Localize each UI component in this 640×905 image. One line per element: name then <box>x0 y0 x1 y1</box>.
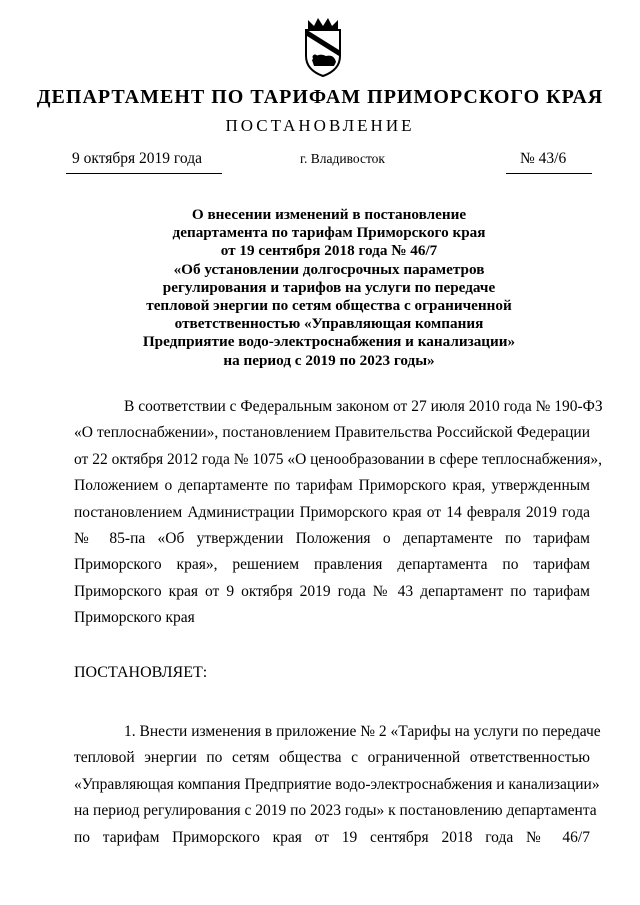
preamble-line: Положением о департаменте по тарифам Приморского края, утвержденным <box>74 477 590 495</box>
title-line: тепловой энергии по сетям общества с ограниченной <box>146 297 512 315</box>
item-1-line: 1. Внести изменения в приложение № 2 «Тарифы на услуги по передаче <box>124 723 601 740</box>
item-1-paragraph <box>74 719 601 851</box>
preamble-line: Приморского края», решением правления департамента по тарифам <box>74 556 590 574</box>
title-line: ответственностью «Управляющая компания <box>174 315 484 333</box>
title-line: на период с 2019 по 2023 годы» <box>223 351 435 369</box>
preamble-line: от 22 октября 2012 года № 1075 «О ценообразовании в сфере теплоснабжения», <box>74 450 602 468</box>
coat-of-arms-emblem <box>300 16 346 78</box>
document-date: 9 октября 2019 года <box>72 150 202 167</box>
department-name: ДЕПАРТАМЕНТ ПО ТАРИФАМ ПРИМОРСКОГО КРАЯ <box>36 86 604 108</box>
number-underline <box>506 173 592 174</box>
preamble-paragraph <box>74 394 603 632</box>
title-line: регулирования и тарифов на услуги по передаче <box>162 278 496 296</box>
resolves-heading: ПОСТАНОВЛЯЕТ: <box>74 664 208 681</box>
item-1-line: «Управляющая компания Предприятие водо-электроснабжения и канализации» <box>74 775 600 793</box>
document-city: г. Владивосток <box>300 151 385 166</box>
title-line: департамента по тарифам Приморского края <box>172 224 486 242</box>
title-line: «Об установлении долгосрочных параметров <box>173 260 485 278</box>
preamble-line: № 85-па «Об утверждении Положения о департаменте по тарифам <box>74 530 590 548</box>
preamble-line: Приморского края от 9 октября 2019 года № 43 департамент по тарифам <box>74 582 590 600</box>
item-1-line: тепловой энергии по сетям общества с ограниченной ответственностью <box>74 749 590 767</box>
title-line: Предприятие водо-электроснабжения и канализации» <box>142 333 516 351</box>
title-line: О внесении изменений в постановление <box>191 206 467 223</box>
preamble-line: «О теплоснабжении», постановлением Правительства Российской Федерации <box>74 424 590 442</box>
item-1-line: по тарифам Приморского края от 19 сентября 2018 года № 46/7 <box>74 828 590 846</box>
preamble-line: постановлением Администрации Приморского края от 14 февраля 2019 года <box>74 503 590 521</box>
document-title <box>70 206 588 370</box>
date-underline <box>66 173 222 174</box>
preamble-line: В соответствии с Федеральным законом от 27 июля 2010 года № 190-ФЗ <box>124 398 603 415</box>
item-1-line: на период регулирования с 2019 по 2023 годы» к постановлению департамента <box>74 802 597 820</box>
preamble-line: Приморского края <box>74 609 195 627</box>
title-line: от 19 сентября 2018 года № 46/7 <box>220 242 438 260</box>
document-number: № 43/6 <box>520 150 567 167</box>
document-type: ПОСТАНОВЛЕНИЕ <box>225 116 415 135</box>
